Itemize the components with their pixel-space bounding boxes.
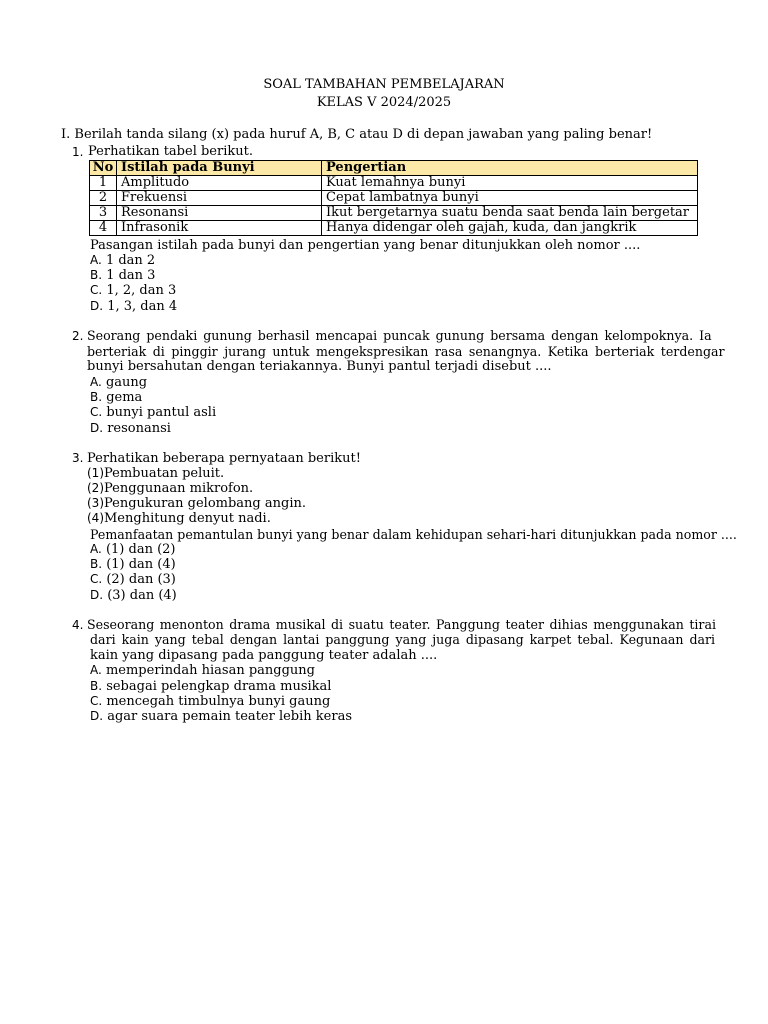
statement-item — [87, 466, 224, 481]
option-letter: D. — [90, 709, 104, 723]
option-text: gema — [106, 390, 143, 405]
table-header-cell: Pengertian — [322, 161, 698, 176]
option-text: 1 dan 3 — [106, 268, 156, 283]
option-letter: C. — [90, 694, 103, 708]
option-text: sebagai pelengkap drama musikal — [106, 679, 332, 694]
question-intro: Perhatikan beberapa pernyataan berikut! — [87, 451, 361, 466]
option-text: (1) dan (2) — [105, 542, 176, 557]
answer-option-c[interactable] — [90, 283, 176, 298]
statement-label: (4) — [87, 511, 104, 525]
table-cell: 4 — [90, 221, 117, 236]
question-text-line: bunyi bersahutan dengan teriakannya. Bunyi pantul terjadi disebut .... — [87, 359, 552, 374]
question-text-line: kain yang dipasang pada panggung teater adalah .... — [90, 648, 438, 663]
section-instruction: I. Berilah tanda silang (x) pada huruf A, B, C atau D di depan jawaban yang paling benar! — [61, 127, 653, 142]
option-text: 1, 2, dan 3 — [106, 283, 177, 298]
option-text: memperindah hiasan panggung — [105, 663, 316, 678]
table-cell: Kuat lemahnya bunyi — [322, 176, 698, 191]
statement-label: (1) — [87, 466, 104, 480]
statement-item — [87, 496, 306, 511]
table-cell: Amplitudo — [117, 176, 322, 191]
statement-text: Penggunaan mikrofon. — [104, 481, 254, 496]
option-text: (1) dan (4) — [106, 557, 176, 572]
table-header-cell: No — [90, 161, 117, 176]
option-letter: C. — [90, 405, 103, 419]
answer-option-c[interactable] — [90, 572, 176, 587]
table-row — [90, 191, 698, 206]
answer-option-d[interactable] — [90, 299, 177, 314]
answer-option-a[interactable] — [90, 253, 155, 268]
table-cell: Cepat lambatnya bunyi — [322, 191, 698, 206]
table-cell: 2 — [90, 191, 117, 206]
question-text-line: dari kain yang tebal dengan lantai panggung yang juga dipasang karpet tebal. Kegunaan dari — [90, 632, 716, 647]
option-letter: B. — [90, 390, 103, 404]
option-letter: A. — [90, 663, 102, 677]
option-text: bunyi pantul asli — [106, 405, 217, 420]
statement-text: Pengukuran gelombang angin. — [104, 496, 306, 511]
answer-option-d[interactable] — [90, 421, 171, 436]
question-text-line: Seorang pendaki gunung berhasil mencapai puncak gunung bersama dengan kelompoknya. Ia — [87, 328, 712, 343]
table-cell: 1 — [90, 176, 117, 191]
statement-text: Pembuatan peluit. — [104, 466, 225, 481]
table-cell: Resonansi — [117, 206, 322, 221]
statement-label: (3) — [87, 496, 104, 510]
answer-option-b[interactable] — [90, 390, 142, 405]
answer-option-b[interactable] — [90, 679, 331, 694]
sound-terms-table — [89, 160, 698, 236]
option-text: 1, 3, dan 4 — [107, 299, 178, 314]
table-header-row — [90, 161, 698, 176]
statement-label: (2) — [87, 481, 104, 495]
question-text: Pasangan istilah pada bunyi dan pengertian yang benar ditunjukkan oleh nomor .... — [90, 238, 641, 253]
question-text-line: berteriak di pinggir jurang untuk mengekspresikan rasa senangnya. Ketika berteriak terdengar — [87, 344, 725, 359]
table-cell: Infrasonik — [117, 221, 322, 236]
question-intro: Perhatikan tabel berikut. — [88, 144, 253, 159]
option-text: mencegah timbulnya bunyi gaung — [106, 694, 331, 709]
answer-option-d[interactable] — [90, 709, 352, 724]
option-text: agar suara pemain teater lebih keras — [107, 709, 352, 724]
option-text: (2) dan (3) — [106, 572, 176, 587]
statement-item — [87, 481, 253, 496]
table-row — [90, 221, 698, 236]
option-text: gaung — [105, 375, 148, 390]
option-letter: A. — [90, 542, 102, 556]
table-cell: 3 — [90, 206, 117, 221]
option-letter: A. — [90, 375, 102, 389]
document-subtitle: KELAS V 2024/2025 — [316, 95, 452, 110]
option-text: (3) dan (4) — [107, 588, 177, 603]
question-number: 4. — [72, 618, 84, 632]
answer-option-b[interactable] — [90, 268, 155, 283]
option-letter: D. — [90, 588, 104, 602]
option-letter: B. — [90, 557, 103, 571]
table-row — [90, 176, 698, 191]
answer-option-c[interactable] — [90, 405, 216, 420]
question-number: 3. — [72, 451, 84, 465]
table-cell: Ikut bergetarnya suatu benda saat benda lain bergetar — [322, 206, 698, 221]
question-number: 2. — [72, 329, 84, 343]
option-letter: B. — [90, 268, 103, 282]
question-number: 1. — [72, 145, 84, 159]
statement-text: Menghitung denyut nadi. — [104, 511, 271, 526]
document-title: SOAL TAMBAHAN PEMBELAJARAN — [263, 77, 505, 92]
statement-item — [87, 511, 271, 526]
answer-option-d[interactable] — [90, 588, 177, 603]
answer-option-b[interactable] — [90, 557, 176, 572]
option-letter: B. — [90, 679, 103, 693]
question-text-line: Seseorang menonton drama musikal di suatu teater. Panggung teater dihias menggunakan tirai — [87, 617, 716, 632]
answer-option-a[interactable] — [90, 375, 147, 390]
table-row — [90, 206, 698, 221]
option-letter: D. — [90, 421, 104, 435]
answer-option-a[interactable] — [90, 542, 176, 557]
option-letter: A. — [90, 253, 102, 267]
table-cell: Hanya didengar oleh gajah, kuda, dan jangkrik — [322, 221, 698, 236]
table-cell: Frekuensi — [117, 191, 322, 206]
question-text: Pemanfaatan pemantulan bunyi yang benar dalam kehidupan sehari-hari ditunjukkan pada nomor .... — [90, 527, 737, 542]
answer-option-c[interactable] — [90, 694, 330, 709]
option-letter: C. — [90, 283, 103, 297]
option-text: 1 dan 2 — [105, 253, 156, 268]
option-letter: D. — [90, 299, 104, 313]
table-header-cell: Istilah pada Bunyi — [117, 161, 322, 176]
answer-option-a[interactable] — [90, 663, 315, 678]
option-text: resonansi — [107, 421, 171, 436]
option-letter: C. — [90, 572, 103, 586]
